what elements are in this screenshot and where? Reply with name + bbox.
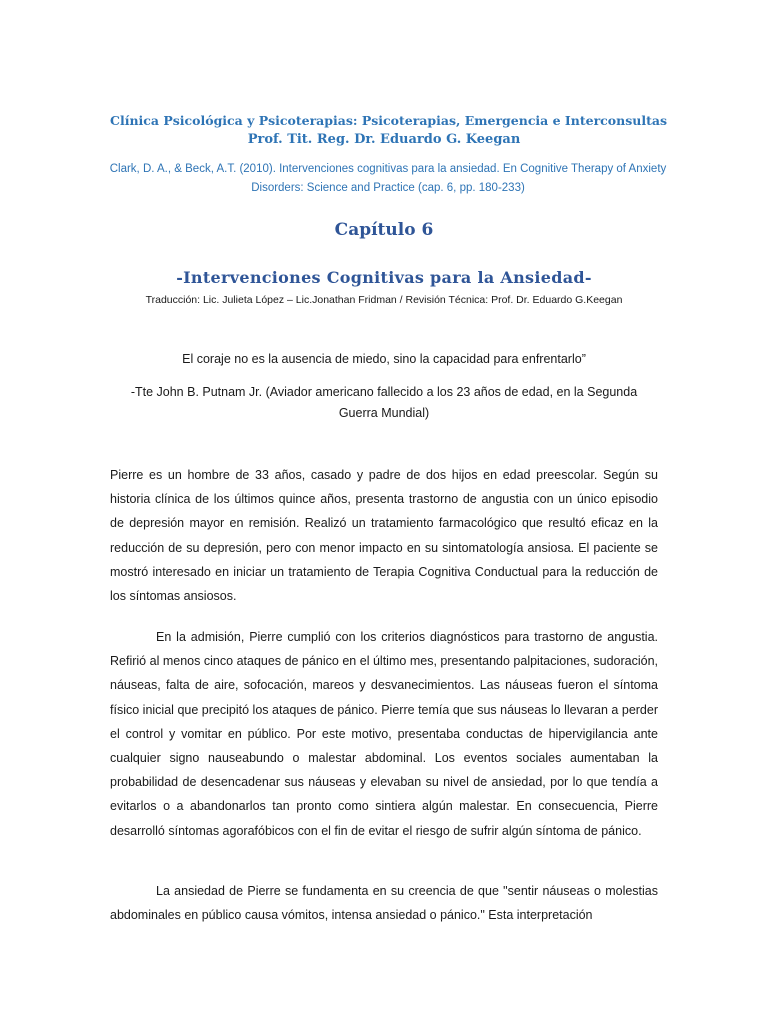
chapter-title: -Intervenciones Cognitivas para la Ansiedad- <box>176 268 592 287</box>
professor-name: Prof. Tit. Reg. Dr. Eduardo G. Keegan <box>247 132 521 147</box>
epigraph-quote: El coraje no es la ausencia de miedo, sino la capacidad para enfrentarlo” <box>182 352 586 366</box>
bibliographic-citation: Clark, D. A., & Beck, A.T. (2010). Intervenciones cognitivas para la ansiedad. En Cognitive Therapy of Anxiety Disorders: Science and Practice (cap. 6, pp. 180-233) <box>109 163 667 194</box>
body-paragraph: Pierre es un hombre de 33 años, casado y padre de dos hijos en edad preescolar. Según su historia clínica de los últimos quince años, presenta trastorno de angustia con un único episodio de depresión mayor en remisión. Realizó un tratamiento farmacológico que resultó eficaz en la reducción de su depresión, pero con menor impacto en su sintomatología ansiosa. El paciente se mostró interesado en iniciar un tratamiento de Terapia Cognitiva Conductual para la reducción de los síntomas ansiosos. <box>110 468 658 604</box>
chapter-number: Capítulo 6 <box>334 220 434 240</box>
institution-header: Clínica Psicológica y Psicoterapias: Psicoterapias, Emergencia e Interconsultas <box>110 113 668 128</box>
epigraph-author: -Tte John B. Putnam Jr. (Aviador americano fallecido a los 23 años de edad, en la Segunda Guerra Mundial) <box>130 385 638 420</box>
translation-credits: Traducción: Lic. Julieta López – Lic.Jonathan Fridman / Revisión Técnica: Prof. Dr. Eduardo G.Keegan <box>145 294 623 306</box>
body-paragraph: En la admisión, Pierre cumplió con los criterios diagnósticos para trastorno de angustia. Refirió al menos cinco ataques de pánico en el último mes, presentando palpitaciones, sudoración, náuseas, falta de aire, sofocación, mareos y desvanecimientos. Las náuseas fueron el síntoma físico inicial que precipitó los ataques de pánico. Pierre temía que sus náuseas lo llevaran a perder el control y vomitar en público. Por este motivo, presentaba conductas de hipervigilancia ante cualquier signo nauseabundo o malestar abdominal. Los eventos sociales aumentaban la probabilidad de desencadenar sus náuseas y elevaban su nivel de ansiedad, por lo que tendía a evitarlos o a abandonarlos tan pronto como sintiera algún malestar. En consecuencia, Pierre desarrolló síntomas agorafóbicos con el fin de evitar el riesgo de sufrir algún síntoma de pánico. <box>110 630 658 838</box>
body-paragraph: La ansiedad de Pierre se fundamenta en su creencia de que "sentir náuseas o molestias abdominales en público causa vómitos, intensa ansiedad o pánico." Esta interpretación <box>110 884 658 923</box>
